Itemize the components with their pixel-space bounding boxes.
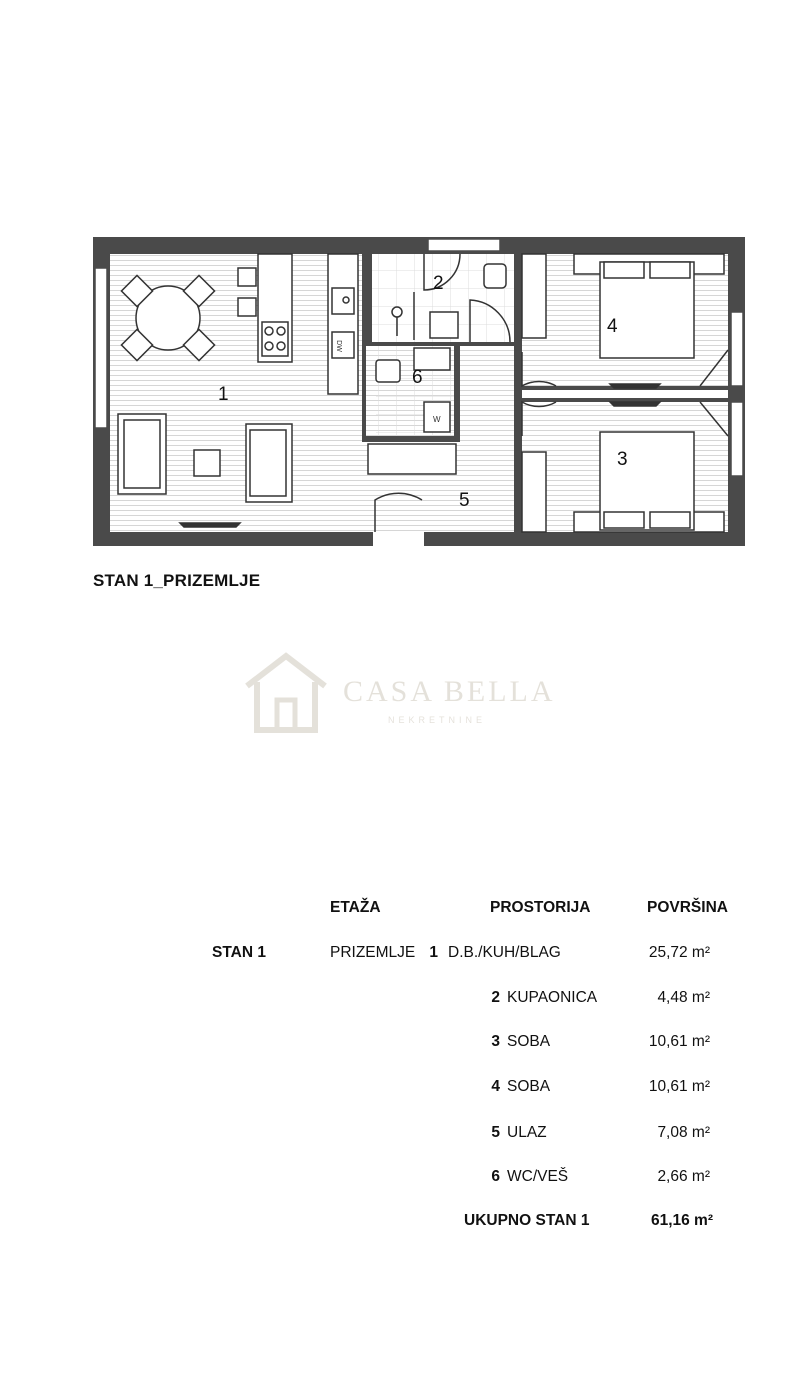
header-etaza: ETAŽA: [330, 899, 381, 916]
watermark: [243, 652, 573, 734]
row-name: D.B./KUH/BLAG: [448, 944, 561, 961]
total-label: UKUPNO STAN 1: [464, 1212, 590, 1229]
row-number: 3: [491, 1033, 500, 1050]
plan-title: STAN 1_PRIZEMLJE: [93, 571, 261, 590]
watermark-subtext: NEKRETNINE: [388, 715, 487, 725]
row-name: SOBA: [507, 1078, 551, 1095]
watermark-text: CASA BELLA: [343, 675, 556, 708]
row-area: 10,61 m²: [648, 1033, 710, 1050]
room-4-label: 4: [607, 316, 618, 337]
row-area: 2,66 m²: [657, 1168, 710, 1185]
row-name: WC/VEŠ: [507, 1168, 569, 1185]
row-area: 25,72 m²: [648, 944, 710, 961]
floor-plan: [0, 0, 804, 560]
dishwasher-label: DW: [335, 340, 342, 352]
row-number: 4: [491, 1078, 500, 1095]
row-area: 4,48 m²: [657, 989, 710, 1006]
unit-label: STAN 1: [212, 944, 266, 961]
washer-label: W: [433, 415, 441, 424]
row-name: KUPAONICA: [507, 989, 598, 1006]
header-povrsina: POVRŠINA: [647, 899, 728, 916]
floor-label: PRIZEMLJE: [330, 944, 416, 961]
row-number: 2: [491, 989, 500, 1006]
total-area: 61,16 m²: [650, 1212, 713, 1229]
row-name: SOBA: [507, 1033, 551, 1050]
row-name: ULAZ: [507, 1124, 547, 1141]
room-6-label: 6: [412, 367, 423, 388]
room-5-label: 5: [459, 490, 470, 511]
house-logo-icon: [243, 652, 329, 734]
room-3-label: 3: [617, 449, 628, 470]
row-area: 10,61 m²: [648, 1078, 710, 1095]
room-1-label: 1: [218, 384, 229, 405]
row-number: 5: [491, 1124, 500, 1141]
header-prostorija: PROSTORIJA: [490, 899, 591, 916]
row-area: 7,08 m²: [657, 1124, 710, 1141]
room-2-label: 2: [433, 273, 444, 294]
dining-set: [121, 275, 214, 360]
row-number: 6: [491, 1168, 500, 1185]
row-number: 1: [429, 944, 438, 961]
